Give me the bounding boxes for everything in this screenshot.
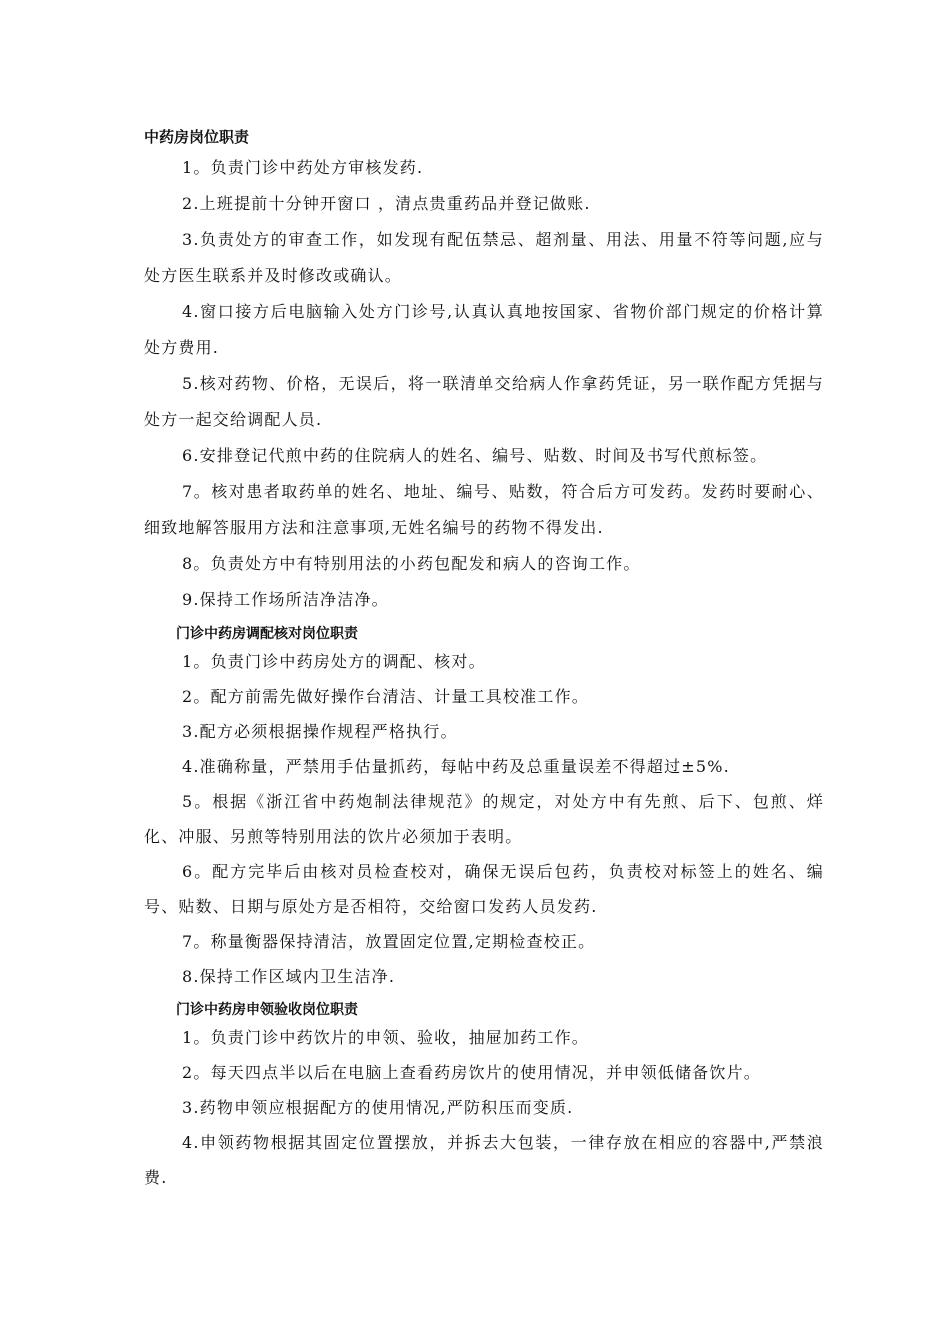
list-item: 4.申领药物根据其固定位置摆放，并拆去大包装，一律存放在相应的容器中,严禁浪费. xyxy=(144,1133,824,1187)
list-item: 9.保持工作场所洁净洁净。 xyxy=(182,590,389,609)
list-item: 6.安排登记代煎中药的住院病人的姓名、编号、贴数、时间及书写代煎标签。 xyxy=(182,446,768,465)
section-title-requisition-acceptance: 门诊中药房申领验收岗位职责 xyxy=(176,1002,358,1018)
list-item: 4.准确称量，严禁用手估量抓药，每帖中药及总重量误差不得超过±5%. xyxy=(182,757,730,776)
document-page xyxy=(144,118,824,1195)
list-item: 3.配方必须根据操作规程严格执行。 xyxy=(182,722,458,741)
list-item: 5。根据《浙江省中药炮制法律规范》的规定，对处方中有先煎、后下、包煎、烊化、冲服、另煎等特别用法的饮片必须加于表明。 xyxy=(144,792,824,846)
list-item: 1。负责门诊中药处方审核发药. xyxy=(182,158,424,177)
section-title-pharmacy-duties: 中药房岗位职责 xyxy=(144,128,250,146)
list-item: 4.窗口接方后电脑输入处方门诊号,认真认真地按国家、省物价部门规定的价格计算处方费用. xyxy=(144,302,824,357)
list-item: 7。核对患者取药单的姓名、地址、编号、贴数，符合后方可发药。发药时要耐心、细致地解答服用方法和注意事项,无姓名编号的药物不得发出. xyxy=(144,482,824,537)
list-item: 3.负责处方的审查工作，如发现有配伍禁忌、超剂量、用法、用量不符等问题,应与处方医生联系并及时修改或确认。 xyxy=(144,230,824,285)
list-item: 8。负责处方中有特别用法的小药包配发和病人的咨询工作。 xyxy=(182,554,641,573)
list-item: 2。每天四点半以后在电脑上查看药房饮片的使用情况，并申领低储备饮片。 xyxy=(182,1063,761,1082)
list-item: 8.保持工作区域内卫生洁净. xyxy=(182,967,396,986)
list-item: 6。配方完毕后由核对员检查校对，确保无误后包药，负责校对标签上的姓名、编号、贴数、日期与原处方是否相符，交给窗口发药人员发药. xyxy=(144,862,824,916)
list-item: 3.药物申领应根据配方的使用情况,严防积压而变质. xyxy=(182,1098,574,1117)
section-title-dispensing-check: 门诊中药房调配核对岗位职责 xyxy=(176,626,358,642)
list-item: 2。配方前需先做好操作台清洁、计量工具校准工作。 xyxy=(182,687,589,706)
list-item: 7。称量衡器保持清洁，放置固定位置,定期检查校正。 xyxy=(182,932,596,951)
list-item: 1。负责门诊中药饮片的申领、验收，抽屉加药工作。 xyxy=(182,1028,589,1047)
list-item: 5.核对药物、价格，无误后，将一联清单交给病人作拿药凭证，另一联作配方凭据与处方一起交给调配人员. xyxy=(144,374,824,429)
list-item: 1。负责门诊中药房处方的调配、核对。 xyxy=(182,652,486,671)
list-item: 2.上班提前十分钟开窗口 ，清点贵重药品并登记做账. xyxy=(182,194,591,213)
